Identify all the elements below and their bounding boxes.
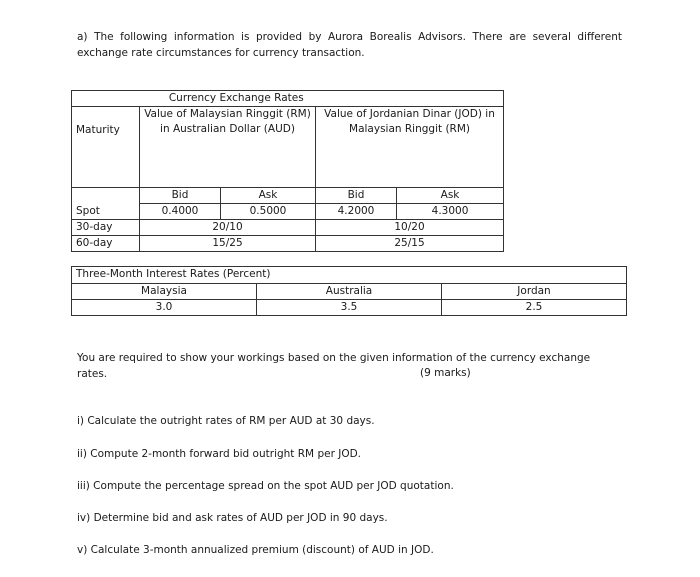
rate-jordan: 2.5 bbox=[442, 300, 627, 316]
country-malaysia: Malaysia bbox=[72, 284, 257, 300]
question-5: v) Calculate 3-month annualized premium (discount) of AUD in JOD. bbox=[77, 544, 434, 556]
jod-ask-header: Ask bbox=[397, 188, 504, 204]
currency-exchange-table bbox=[71, 90, 504, 252]
jod-rm-header: Value of Jordanian Dinar (JOD) in Malaysian Ringgit (RM) bbox=[316, 107, 504, 188]
rm-aud-header: Value of Malaysian Ringgit (RM) in Australian Dollar (AUD) bbox=[140, 107, 316, 188]
d30-jod: 10/20 bbox=[316, 220, 504, 236]
question-2: ii) Compute 2-month forward bid outright RM per JOD. bbox=[77, 448, 362, 460]
rates-table-title: Three-Month Interest Rates (Percent) bbox=[72, 267, 627, 284]
spot-rm-ask: 0.5000 bbox=[221, 204, 316, 220]
marks-label: (9 marks) bbox=[420, 367, 471, 379]
intro-paragraph: a) The following information is provided by Aurora Borealis Advisors. There are several different exchange rate circumstances for currency transaction. bbox=[77, 31, 622, 59]
spot-jod-ask: 4.3000 bbox=[397, 204, 504, 220]
d60-rm: 15/25 bbox=[140, 236, 316, 252]
country-australia: Australia bbox=[257, 284, 442, 300]
table-row bbox=[72, 204, 504, 220]
spot-label: Spot bbox=[72, 204, 140, 220]
rm-bid-header: Bid bbox=[140, 188, 221, 204]
rate-malaysia: 3.0 bbox=[72, 300, 257, 316]
table-row bbox=[72, 236, 504, 252]
rate-australia: 3.5 bbox=[257, 300, 442, 316]
jod-bid-header: Bid bbox=[316, 188, 397, 204]
requirement-text: You are required to show your workings based on the given information of the currency exchange rates. bbox=[77, 352, 591, 380]
question-3: iii) Compute the percentage spread on the spot AUD per JOD quotation. bbox=[77, 480, 454, 492]
d60-label: 60-day bbox=[72, 236, 140, 252]
question-4: iv) Determine bid and ask rates of AUD per JOD in 90 days. bbox=[77, 512, 388, 524]
table-row bbox=[72, 220, 504, 236]
interest-rates-table bbox=[71, 266, 627, 316]
d30-rm: 20/10 bbox=[140, 220, 316, 236]
spot-jod-bid: 4.2000 bbox=[316, 204, 397, 220]
country-jordan: Jordan bbox=[442, 284, 627, 300]
fx-table-title: Currency Exchange Rates bbox=[140, 91, 504, 107]
d30-label: 30-day bbox=[72, 220, 140, 236]
maturity-header: Maturity bbox=[72, 107, 140, 188]
spot-rm-bid: 0.4000 bbox=[140, 204, 221, 220]
d60-jod: 25/15 bbox=[316, 236, 504, 252]
rm-ask-header: Ask bbox=[221, 188, 316, 204]
question-1: i) Calculate the outright rates of RM per AUD at 30 days. bbox=[77, 415, 375, 427]
